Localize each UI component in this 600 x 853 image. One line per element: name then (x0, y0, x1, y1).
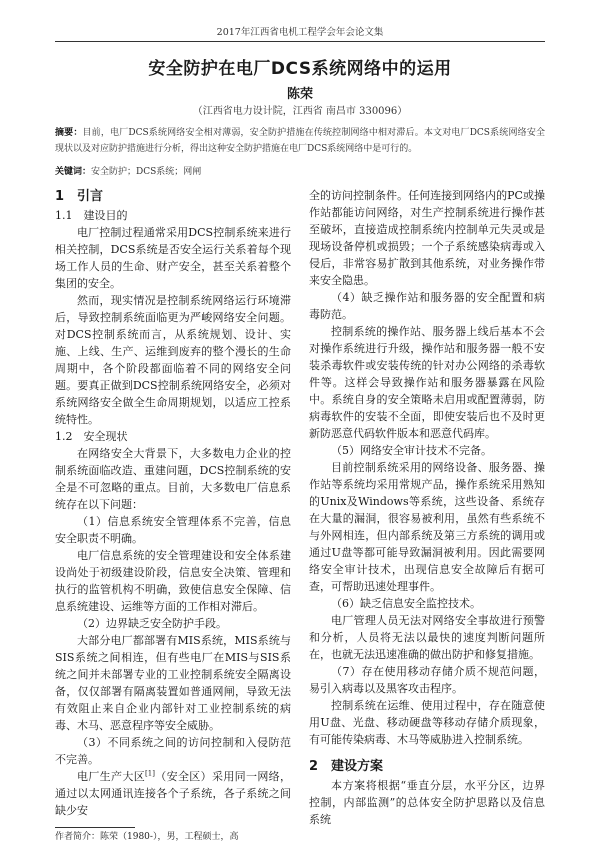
abstract (55, 125, 545, 157)
subsection-heading: 1.1 建设目的 (55, 209, 128, 222)
paragraph-text: 电厂生产大区 (77, 770, 146, 783)
author-footnote: 作者简介：陈荣（1980-），男，工程硕士，高 (55, 832, 239, 842)
section-heading: 1 引言 (55, 189, 104, 204)
abstract-text: 目前，电厂DCS系统网络安全相对薄弱，安全防护措施在传统控制网络中相对滞后。本文对电厂DCS系统网络安全现状以及对应防护措施进行分析，得出这种安全防护措施在电厂DCS系统网络中是可行的。 (55, 128, 545, 154)
list-item: （1）信息系统安全管理体系不完善，信息安全职责不明确。 (55, 515, 291, 545)
body-columns (55, 187, 545, 843)
paragraph: 然而，现实情况是控制系统网络运行环境滞后，导致控制系统面临更为严峻网络安全问题。对DCS控制系统而言，从系统规划、设计、实施、上线、生产、运维到废弃的整个漫长的生命周期中，各个阶段都面临着不同的网络安全问题。要真正做到DCS控制系统网络安全，必须对系统网络安全做全生命周期规划，以适应工控系统特性。 (55, 294, 291, 426)
keywords-text: 安全防护；DCS系统；网闸 (91, 167, 202, 177)
paragraph: 在网络安全大背景下，大多数电力企业的控制系统面临改造、重建问题，DCS控制系统的安全是不可忽略的重点。目前，大多数电厂信息系统存在以下问题： (55, 447, 291, 511)
paragraph: 大部分电厂都部署有MIS系统，MIS系统与SIS系统之间相连，但有些电厂在MIS与SIS系统之间并未部署专业的工业控制系统安全隔离设备，仅仅部署有隔离装置如普通网闸，导致无法有效阻止来自企业内部针对工业控制系统的病毒、木马、恶意程序等安全威胁。 (55, 634, 291, 732)
abstract-label: 摘要： (55, 128, 83, 138)
list-item: （5）网络安全审计技术不完备。 (331, 444, 492, 457)
list-item: （3）不同系统之间的访问控制和入侵防范不完善。 (55, 736, 291, 766)
left-column (55, 187, 291, 843)
paragraph: 控制系统在运维、使用过程中，存在随意使用U盘、光盘、移动硬盘等移动存储介质现象，有可能传染病毒、木马等威胁进入控制系统。 (309, 699, 545, 746)
running-head: 2017年江西省电机工程学会年会论文集 (216, 27, 384, 38)
paragraph: 目前控制系统采用的网络设备、服务器、操作站等系统均采用常规产品，操作系统采用熟知的Unix及Windows等系统，这些设备、系统存在大量的漏洞，很容易被利用，虽然有些系统不与外网相连，但内部系统及第三方系统的调用或通过U盘等都可能导致漏洞被利用。因此需要网络安全审计技术，出现信息安全故障后有据可查，可帮助迅速处理事件。 (309, 461, 545, 593)
section-heading: 2 建设方案 (309, 759, 384, 774)
paragraph: 本方案将根据“垂直分层，水平分区，边界控制，内部监测”的总体安全防护思路以及信息系统 (309, 779, 545, 826)
list-item: （4）缺乏操作站和服务器的安全配置和病毒防范。 (309, 291, 545, 321)
paragraph: 全的访问控制条件。任何连接到网络内的PC或操作站都能访问网络，对生产控制系统进行操作甚至破坏，直接造成控制系统内控制单元失灵或是现场设备停机或损毁；一个子系统感染病毒或入侵后，非常容易扩散到其他系统，对业务操作带来安全隐患。 (309, 189, 545, 287)
author: 陈荣 (286, 87, 313, 102)
paragraph (55, 768, 291, 819)
right-column (309, 187, 545, 828)
paragraph: 电厂管理人员无法对网络安全事故进行预警和分析，人员将无法以最快的速度判断问题所在，也就无法迅速准确的做出防护和修复措施。 (309, 614, 545, 661)
paragraph: 电厂信息系统的安全管理建设和安全体系建设尚处于初级建设阶段，信息安全决策、管理和执行的监管机构不明确，致使信息安全保障、信息系统建设、运维等方面的工作相对滞后。 (55, 549, 291, 613)
subsection-heading: 1.2 安全现状 (55, 430, 128, 443)
footnote-rule (55, 827, 135, 828)
list-item: （7）存在使用移动存储介质不规范问题，易引入病毒以及黑客攻击程序。 (309, 665, 545, 695)
paragraph-text: （安全区）采用同一网络，通过以太网通讯连接各个子系统，各子系统之间缺少安 (55, 770, 292, 817)
list-item: （6）缺乏信息安全监控技术。 (331, 597, 481, 610)
keywords-label: 关键词： (55, 167, 92, 177)
keywords (55, 165, 545, 179)
citation-ref: [1] (145, 769, 155, 778)
paragraph: 电厂控制过程通常采用DCS控制系统来进行相关控制，DCS系统是否安全运行关系着每个现场工作人员的生命、财产安全，甚至关系着整个集团的安全。 (55, 226, 291, 290)
paragraph: 控制系统的操作站、服务器上线后基本不会对操作系统进行升级，操作站和服务器一般不安装杀毒软件或安装传统的针对办公网络的杀毒软件等。这样会导致操作站和服务器暴露在风险中。系统自身的安全策略未启用或配置薄弱，防病毒软件的安装不全面，即使安装后也不及时更新防恶意代码软件版本和恶意代码库。 (309, 325, 545, 440)
list-item: （2）边界缺乏安全防护手段。 (77, 617, 227, 630)
affiliation: （江西省电力设计院，江西省 南昌市 330096） (192, 106, 408, 117)
paper-title: 安全防护在电厂DCS系统网络中的运用 (148, 59, 452, 79)
header-rule (55, 41, 545, 42)
